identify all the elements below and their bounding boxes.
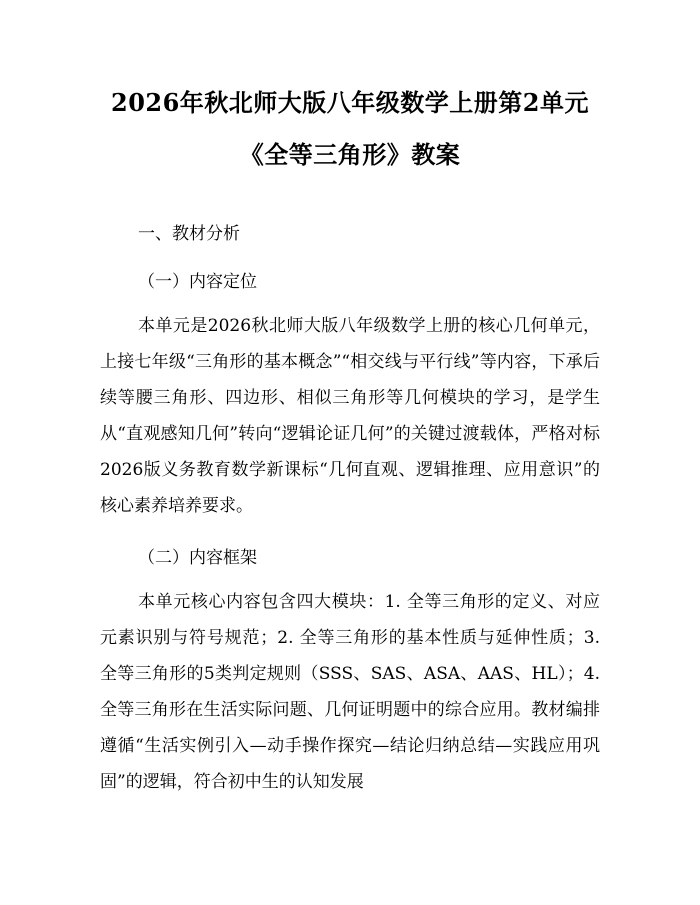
section-heading-textbook-analysis: 一、教材分析 [138,224,240,244]
subsection-heading-content-framework: （二）内容框架 [138,548,257,568]
title-block [100,0,600,180]
subsection-heading-content-positioning: （一）内容定位 [138,272,257,292]
paragraph-content-positioning: 本单元是2026秋北师大版八年级数学上册的核心几何单元，上接七年级“三角形的基本概念”“相交线与平行线”等内容，下承后续等腰三角形、四边形、相似三角形等几何模块的学习，是学生从“直观感知几何”转向“逻辑论证几何”的关键过渡载体，严格对标2026版义务教育数学新课标“几何直观、逻辑推理、应用意识”的核心素养培养要求。 [100,316,600,516]
paragraph-content-framework: 本单元核心内容包含四大模块：1. 全等三角形的定义、对应元素识别与符号规范；2. 全等三角形的基本性质与延伸性质；3. 全等三角形的5类判定规则（SSS、SAS、ASA、AAS、HL）；4. 全等三角形在生活实际问题、几何证明题中的综合应用。教材编排遵循“生活实例引入—动手操作探究—结论归纳总结—实践应用巩固”的逻辑，符合初中生的认知发展 [100,592,600,792]
document-title-line-2: 《全等三角形》教案 [239,140,461,169]
document-title-line-1: 2026年秋北师大版八年级数学上册第2单元 [111,88,589,117]
